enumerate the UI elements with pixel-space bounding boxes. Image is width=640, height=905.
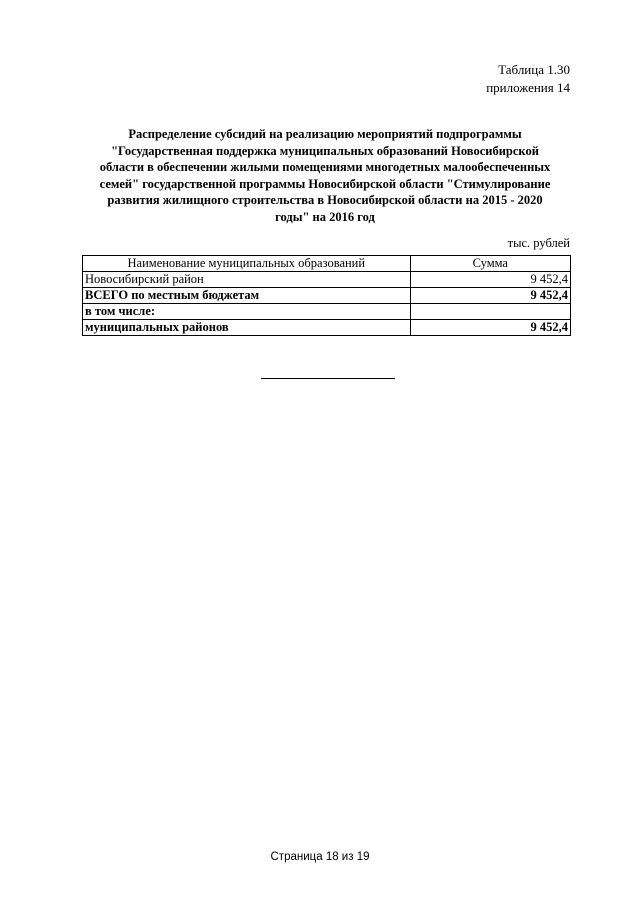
subsidy-table: [82, 255, 571, 336]
title-line: семей" государственной программы Новосибирской области "Стимулирование: [99, 176, 551, 191]
row-name: Новосибирский район: [83, 272, 411, 288]
row-amount: 9 452,4: [410, 272, 570, 288]
column-header-amount: Сумма: [410, 256, 570, 272]
table-row: [83, 272, 571, 288]
table-row-subheading: [83, 304, 571, 320]
row-amount: 9 452,4: [410, 320, 570, 336]
row-amount: 9 452,4: [410, 288, 570, 304]
table-number: Таблица 1.30: [498, 62, 570, 77]
title-line: Распределение субсидий на реализацию мероприятий подпрограммы: [128, 127, 522, 141]
page-number: Страница 18 из 19: [270, 851, 370, 863]
column-header-name: Наименование муниципальных образований: [83, 256, 411, 272]
divider-line: [261, 378, 395, 379]
table-reference: [486, 61, 570, 97]
row-amount: [410, 304, 570, 320]
title-line: развития жилищного строительства в Новосибирской области на 2015 - 2020: [107, 193, 543, 207]
document-title: [80, 126, 570, 225]
title-line: "Государственная поддержка муниципальных образований Новосибирской: [111, 143, 539, 158]
row-name: в том числе:: [83, 304, 411, 320]
title-line: годы" на 2016 год: [275, 209, 375, 224]
row-name: муниципальных районов: [83, 320, 411, 336]
title-line: области в обеспечении жилыми помещениями многодетных малообеспеченных: [99, 160, 551, 174]
table-row-total: [83, 288, 571, 304]
appendix-number: приложения 14: [486, 80, 570, 95]
row-name: ВСЕГО по местным бюджетам: [83, 288, 411, 304]
units-label: тыс. рублей: [507, 236, 570, 250]
table-row: [83, 320, 571, 336]
table-header-row: [83, 256, 571, 272]
